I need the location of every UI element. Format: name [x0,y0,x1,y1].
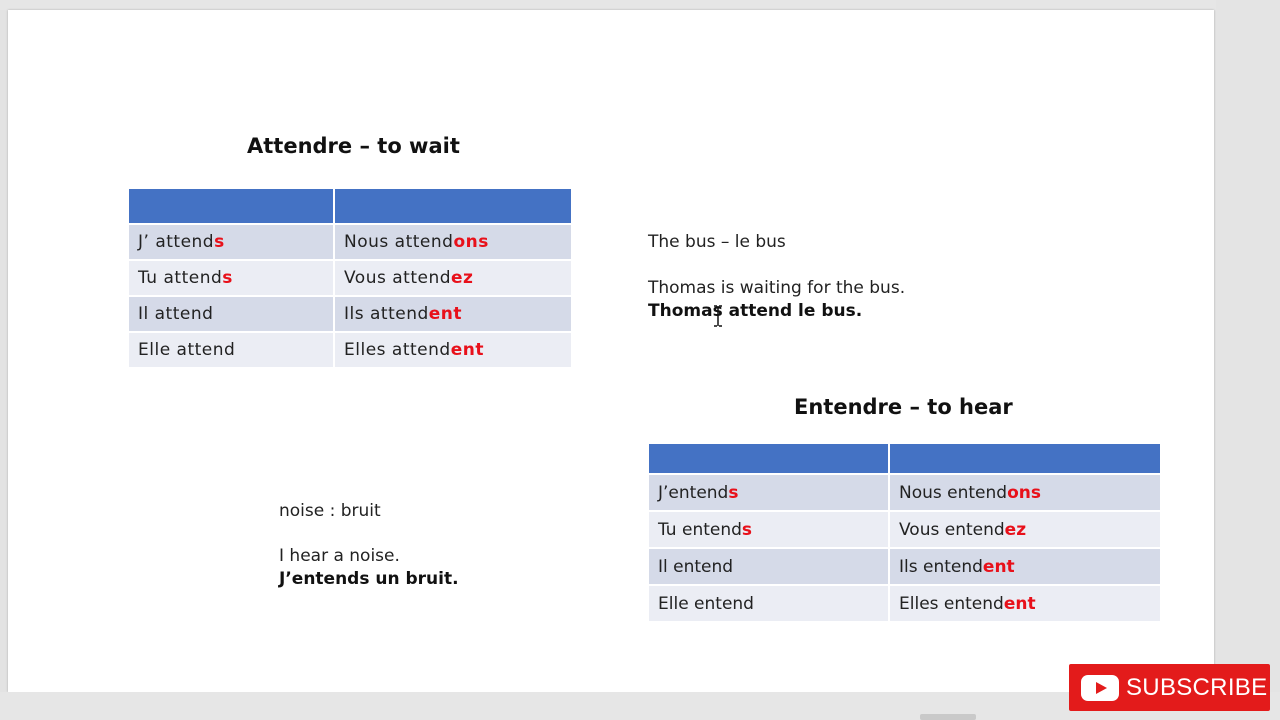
verb-ending: ez [1004,519,1027,540]
verb-ending: ez [451,268,474,288]
top-toolbar-strip [0,0,1280,10]
table-row [129,296,571,332]
conjugation-cell [334,332,571,368]
conjugation-cell [649,585,889,622]
table-header-row [129,189,571,224]
horizontal-scrollbar-thumb[interactable] [920,714,976,720]
verb-ending: s [222,268,233,288]
verb-stem: Ils attend [344,304,429,324]
table-header-row [649,444,1160,474]
verb-stem: Elles attend [344,340,451,360]
verb-ending: ent [450,340,484,360]
verb-ending: s [741,519,753,540]
right-gutter [1216,0,1280,720]
bus-french-sentence: Thomas attend le bus. [648,301,863,321]
bus-vocab-text: The bus – le bus [648,232,786,252]
header-cell [334,189,571,224]
verb-stem: Nous attend [344,232,454,252]
table-row [129,260,571,296]
conjugation-cell [889,474,1160,511]
verb-stem: Il attend [138,304,214,324]
header-cell [649,444,889,474]
conjugation-cell [649,474,889,511]
conjugation-cell [889,511,1160,548]
table-row [649,474,1160,511]
entendre-title: Entendre – to hear [794,395,1013,419]
conjugation-cell [649,548,889,585]
bus-english-sentence: Thomas is waiting for the bus. [648,278,906,298]
subscribe-button[interactable] [1069,664,1270,711]
conjugation-cell [334,224,571,260]
noise-english-sentence: I hear a noise. [279,546,400,566]
conjugation-cell [334,260,571,296]
verb-ending: ons [453,232,489,252]
verb-stem: Elle entend [658,593,754,614]
table-row [649,548,1160,585]
verb-ending: ent [982,556,1015,577]
table-row [129,332,571,368]
entendre-conjugation-table [649,444,1160,623]
conjugation-cell [889,548,1160,585]
verb-stem: J’entend [658,482,729,503]
table-row [649,511,1160,548]
text-cursor-icon [713,305,723,327]
conjugation-cell [649,511,889,548]
verb-stem: Tu entend [658,519,742,540]
verb-stem: J’ attend [138,232,215,252]
header-cell [129,189,334,224]
conjugation-cell [129,296,334,332]
conjugation-cell [334,296,571,332]
noise-vocab-text: noise : bruit [279,501,381,521]
table-row [129,224,571,260]
verb-stem: Vous attend [344,268,452,288]
attendre-title: Attendre – to wait [247,134,460,158]
subscribe-label: SUBSCRIBE [1126,673,1268,701]
conjugation-cell [889,585,1160,622]
verb-stem: Tu attend [138,268,223,288]
verb-ending: s [214,232,225,252]
youtube-play-icon [1081,675,1119,701]
verb-ending: s [728,482,739,503]
verb-stem: Elle attend [138,340,236,360]
verb-ending: ent [428,304,463,324]
verb-ending: ons [1007,482,1041,503]
verb-stem: Nous entend [899,482,1008,503]
verb-stem: Ils entend [899,556,983,577]
verb-ending: ent [1003,593,1036,614]
conjugation-cell [129,260,334,296]
table-row [649,585,1160,622]
verb-stem: Vous entend [899,519,1005,540]
attendre-conjugation-table [129,189,571,369]
noise-french-sentence: J’entends un bruit. [279,569,459,589]
conjugation-cell [129,332,334,368]
header-cell [889,444,1160,474]
conjugation-cell [129,224,334,260]
verb-stem: Elles entend [899,593,1004,614]
verb-stem: Il entend [658,556,734,577]
